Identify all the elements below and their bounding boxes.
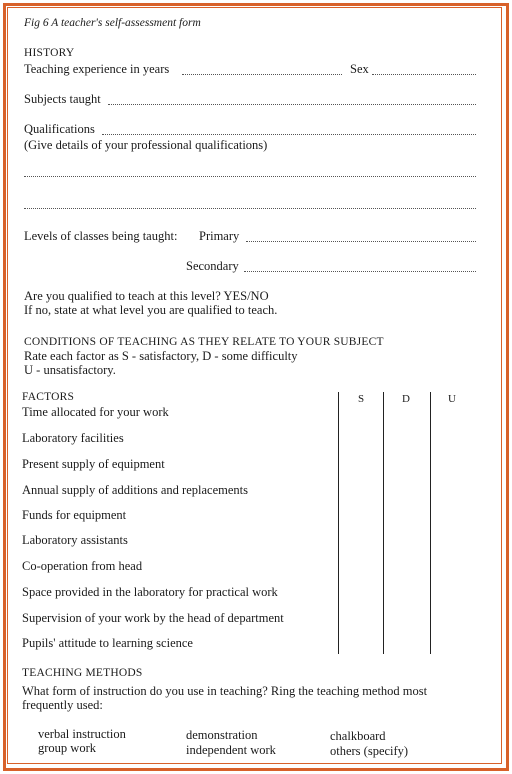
method-option-demonstration[interactable]: demonstration: [186, 728, 258, 742]
methods-heading: TEACHING METHODS: [22, 667, 143, 679]
method-option-others[interactable]: others (specify): [330, 744, 409, 758]
method-option-verbal[interactable]: verbal instruction: [38, 727, 126, 741]
method-option-chalkboard[interactable]: chalkboard: [330, 729, 386, 743]
factor-row: Annual supply of additions and replacements: [22, 483, 248, 497]
factor-row: Time allocated for your work: [22, 405, 169, 419]
qualified-followup: If no, state at what level you are qualified to teach.: [24, 303, 278, 317]
methods-question-2: frequently used:: [22, 698, 103, 712]
conditions-heading: CONDITIONS OF TEACHING AS THEY RELATE TO YOUR SUBJECT: [24, 336, 384, 348]
history-heading: HISTORY: [24, 47, 75, 59]
factors-heading: FACTORS: [22, 391, 75, 403]
factor-row: Space provided in the laboratory for practical work: [22, 585, 278, 599]
levels-label: Levels of classes being taught:: [24, 229, 178, 243]
experience-field[interactable]: [182, 74, 342, 75]
subjects-field[interactable]: [108, 104, 476, 105]
qualified-question: Are you qualified to teach at this level? YES/NO: [24, 289, 269, 303]
page-border-inner: [7, 7, 502, 764]
experience-label: Teaching experience in years: [24, 62, 170, 76]
factor-row: Co-operation from head: [22, 559, 143, 573]
conditions-instruction-1: Rate each factor as S - satisfactory, D - some difficulty: [24, 349, 298, 363]
column-header-u: U: [448, 393, 456, 405]
qualifications-line-2[interactable]: [24, 208, 476, 209]
qualifications-label: Qualifications: [24, 122, 95, 136]
sex-label: Sex: [350, 62, 369, 76]
method-option-group-work[interactable]: group work: [38, 741, 96, 755]
column-header-s: S: [357, 393, 365, 405]
factor-row: Laboratory assistants: [22, 533, 128, 547]
factor-row: Laboratory facilities: [22, 431, 124, 445]
factor-row: Supervision of your work by the head of department: [22, 611, 284, 625]
primary-field[interactable]: [246, 241, 476, 242]
qualifications-field[interactable]: [102, 134, 476, 135]
secondary-label: Secondary: [186, 259, 239, 273]
factor-row: Funds for equipment: [22, 508, 127, 522]
factor-row: Present supply of equipment: [22, 457, 165, 471]
primary-label: Primary: [199, 229, 240, 243]
column-divider-2: [383, 392, 384, 654]
sex-field[interactable]: [372, 74, 476, 75]
conditions-instruction-2: U - unsatisfactory.: [24, 363, 116, 377]
qualifications-line-1[interactable]: [24, 176, 476, 177]
methods-question-1: What form of instruction do you use in teaching? Ring the teaching method most: [22, 684, 428, 698]
secondary-field[interactable]: [244, 271, 476, 272]
column-header-d: D: [402, 393, 410, 405]
column-divider-1: [338, 392, 339, 654]
column-divider-3: [430, 392, 431, 654]
figure-title: Fig 6 A teacher's self-assessment form: [24, 17, 201, 29]
factor-row: Pupils' attitude to learning science: [22, 636, 193, 650]
subjects-label: Subjects taught: [24, 92, 101, 106]
qualifications-note: (Give details of your professional qualifications): [24, 138, 268, 152]
method-option-independent[interactable]: independent work: [186, 743, 276, 757]
